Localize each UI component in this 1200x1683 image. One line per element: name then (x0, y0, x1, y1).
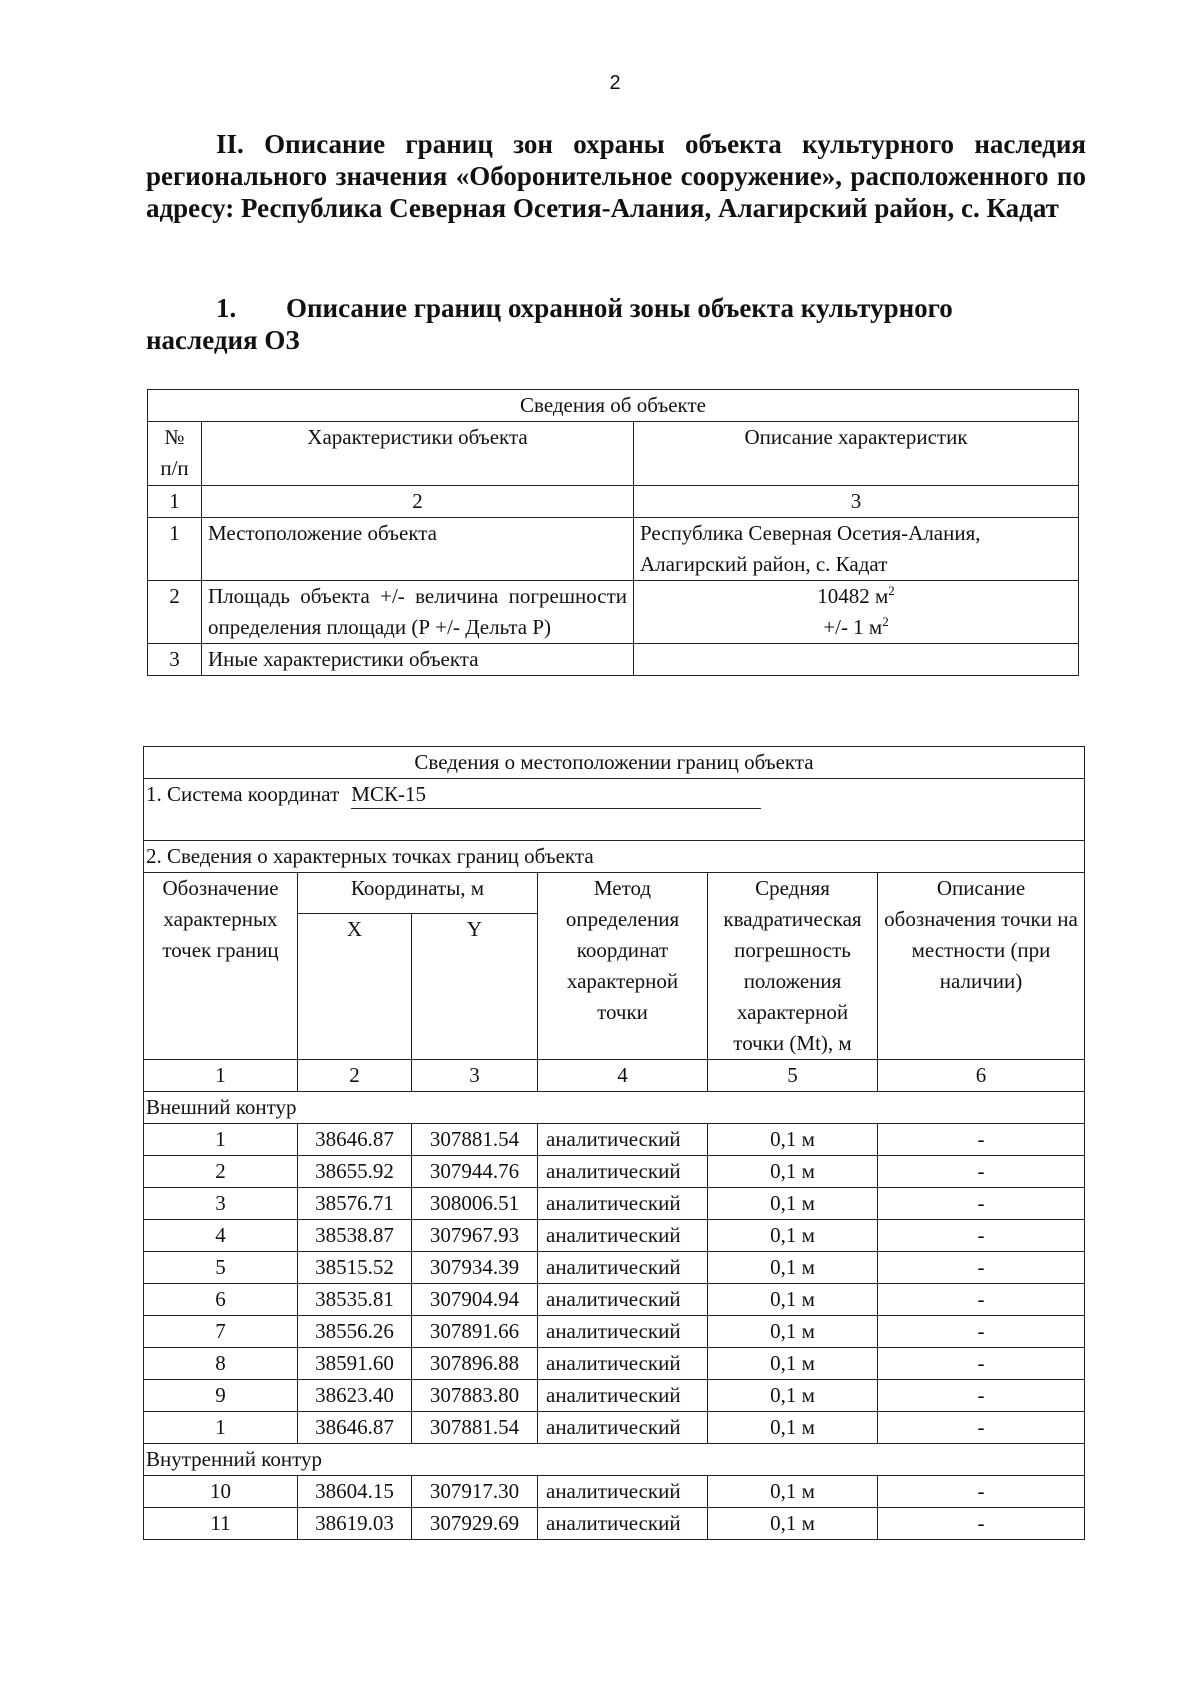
index-cell: 1 (144, 1060, 298, 1092)
location-table-title: Сведения о местоположении границ объекта (144, 747, 1085, 779)
header-coords: Координаты, м (298, 873, 538, 914)
header-error: Средняя квадратическая погрешность положения характерной точки (Mt), м (708, 873, 878, 1060)
index-cell: 1 (148, 486, 202, 518)
table-row (144, 1316, 1085, 1348)
point-number: 4 (144, 1220, 298, 1252)
table-row (144, 1284, 1085, 1316)
table-row (144, 1156, 1085, 1188)
inner-contour-rows (144, 1476, 1085, 1540)
error: 0,1 м (708, 1316, 878, 1348)
method: аналитический (538, 1284, 708, 1316)
error-unit-sup: 2 (882, 614, 889, 629)
coord-x: 38604.15 (298, 1476, 412, 1508)
point-number: 9 (144, 1380, 298, 1412)
coord-x: 38515.52 (298, 1252, 412, 1284)
table-row (144, 1348, 1085, 1380)
point-number: 1 (144, 1124, 298, 1156)
area-unit-sup: 2 (888, 583, 895, 598)
outer-contour-rows (144, 1124, 1085, 1444)
table-row (148, 581, 1079, 644)
method: аналитический (538, 1188, 708, 1220)
header-x: X (298, 914, 412, 1060)
method: аналитический (538, 1508, 708, 1540)
point-description: - (878, 1124, 1085, 1156)
row-number: 1 (148, 518, 202, 581)
method: аналитический (538, 1156, 708, 1188)
method: аналитический (538, 1348, 708, 1380)
index-cell: 2 (202, 486, 634, 518)
point-number: 5 (144, 1252, 298, 1284)
point-description: - (878, 1156, 1085, 1188)
index-cell: 6 (878, 1060, 1085, 1092)
object-info-table (147, 389, 1079, 676)
coord-y: 307896.88 (412, 1348, 538, 1380)
error: 0,1 м (708, 1188, 878, 1220)
coord-y: 307967.93 (412, 1220, 538, 1252)
point-description: - (878, 1220, 1085, 1252)
coord-x: 38646.87 (298, 1412, 412, 1444)
coord-system-value: МСК-15 (351, 780, 761, 809)
index-cell: 3 (634, 486, 1079, 518)
characteristic-cell: Местоположение объекта (202, 518, 634, 581)
coord-y: 307904.94 (412, 1284, 538, 1316)
point-description: - (878, 1284, 1085, 1316)
point-description: - (878, 1508, 1085, 1540)
table-row (144, 1380, 1085, 1412)
table-row (144, 1220, 1085, 1252)
index-cell: 2 (298, 1060, 412, 1092)
method: аналитический (538, 1476, 708, 1508)
location-table (143, 746, 1085, 1540)
table-row (144, 1252, 1085, 1284)
col-header-description: Описание характеристик (634, 422, 1079, 486)
description-cell: Республика Северная Осетия-Алания, Алагирский район, с. Кадат (634, 518, 1079, 581)
table-row (144, 1124, 1085, 1156)
method: аналитический (538, 1124, 708, 1156)
coord-y: 307891.66 (412, 1316, 538, 1348)
coord-x: 38619.03 (298, 1508, 412, 1540)
section-heading-text: II. Описание границ зон охраны объекта культурного наследия регионального значения «Оборонительное сооружение», расположенного по адресу: Республика Северная Осетия-Алания, Алагирский район, с. Кадат (146, 129, 1086, 223)
point-description: - (878, 1348, 1085, 1380)
error: 0,1 м (708, 1412, 878, 1444)
error: 0,1 м (708, 1220, 878, 1252)
coord-y: 307944.76 (412, 1156, 538, 1188)
col-header-characteristics: Характеристики объекта (202, 422, 634, 486)
subsection-heading (146, 292, 1046, 356)
coord-system-label: 1. Система координат (146, 782, 340, 806)
coord-y: 307917.30 (412, 1476, 538, 1508)
points-label: 2. Сведения о характерных точках границ объекта (144, 841, 1085, 873)
point-number: 3 (144, 1188, 298, 1220)
coord-x: 38556.26 (298, 1316, 412, 1348)
coord-y: 307883.80 (412, 1380, 538, 1412)
point-description: - (878, 1316, 1085, 1348)
error: 0,1 м (708, 1348, 878, 1380)
coord-x: 38623.40 (298, 1380, 412, 1412)
outer-contour-label: Внешний контур (144, 1092, 1085, 1124)
table-row (144, 1412, 1085, 1444)
coord-x: 38646.87 (298, 1124, 412, 1156)
inner-contour-label: Внутренний контур (144, 1444, 1085, 1476)
method: аналитический (538, 1220, 708, 1252)
characteristic-cell: Площадь объекта +/- величина погрешности определения площади (Р +/- Дельта Р) (202, 581, 634, 644)
index-cell: 3 (412, 1060, 538, 1092)
coord-y: 307934.39 (412, 1252, 538, 1284)
point-number: 7 (144, 1316, 298, 1348)
subsection-title: Описание границ охранной зоны объекта культурного наследия ОЗ (146, 293, 953, 355)
row-number: 3 (148, 644, 202, 676)
error: 0,1 м (708, 1476, 878, 1508)
row-number: 2 (148, 581, 202, 644)
index-cell: 5 (708, 1060, 878, 1092)
table-row (148, 518, 1079, 581)
point-number: 1 (144, 1412, 298, 1444)
coord-y: 307929.69 (412, 1508, 538, 1540)
point-description: - (878, 1412, 1085, 1444)
point-description: - (878, 1380, 1085, 1412)
point-description: - (878, 1476, 1085, 1508)
coord-system-row (144, 779, 1085, 841)
header-designation: Обозначение характерных точек границ (144, 873, 298, 1060)
error: 0,1 м (708, 1380, 878, 1412)
coord-y: 308006.51 (412, 1188, 538, 1220)
header-method: Метод определения координат характерной точки (538, 873, 708, 1060)
error: 0,1 м (708, 1124, 878, 1156)
coord-x: 38591.60 (298, 1348, 412, 1380)
point-description: - (878, 1188, 1085, 1220)
error: 0,1 м (708, 1156, 878, 1188)
section-heading (146, 128, 1086, 224)
index-cell: 4 (538, 1060, 708, 1092)
coord-x: 38655.92 (298, 1156, 412, 1188)
area-error-text: +/- 1 м (823, 615, 883, 639)
coord-y: 307881.54 (412, 1412, 538, 1444)
page-number: 2 (609, 72, 621, 94)
coord-x: 38538.87 (298, 1220, 412, 1252)
object-table-title: Сведения об объекте (148, 390, 1079, 422)
description-cell (634, 581, 1079, 644)
point-number: 6 (144, 1284, 298, 1316)
coord-x: 38535.81 (298, 1284, 412, 1316)
error: 0,1 м (708, 1508, 878, 1540)
method: аналитический (538, 1252, 708, 1284)
point-number: 8 (144, 1348, 298, 1380)
area-error (640, 612, 1072, 643)
table-row (144, 1508, 1085, 1540)
error: 0,1 м (708, 1284, 878, 1316)
description-cell (634, 644, 1079, 676)
method: аналитический (538, 1412, 708, 1444)
point-number: 11 (144, 1508, 298, 1540)
table-row (148, 644, 1079, 676)
error: 0,1 м (708, 1252, 878, 1284)
area-value-text: 10482 м (817, 584, 889, 608)
col-header-num: № п/п (148, 422, 202, 486)
point-description: - (878, 1252, 1085, 1284)
coord-y: 307881.54 (412, 1124, 538, 1156)
point-number: 2 (144, 1156, 298, 1188)
table-row (144, 1188, 1085, 1220)
area-value (640, 581, 1072, 612)
characteristic-cell: Иные характеристики объекта (202, 644, 634, 676)
coord-x: 38576.71 (298, 1188, 412, 1220)
method: аналитический (538, 1380, 708, 1412)
header-y: Y (412, 914, 538, 1060)
header-description: Описание обозначения точки на местности (при наличии) (878, 873, 1085, 1060)
method: аналитический (538, 1316, 708, 1348)
point-number: 10 (144, 1476, 298, 1508)
subsection-number: 1. (216, 293, 237, 323)
table-row (144, 1476, 1085, 1508)
